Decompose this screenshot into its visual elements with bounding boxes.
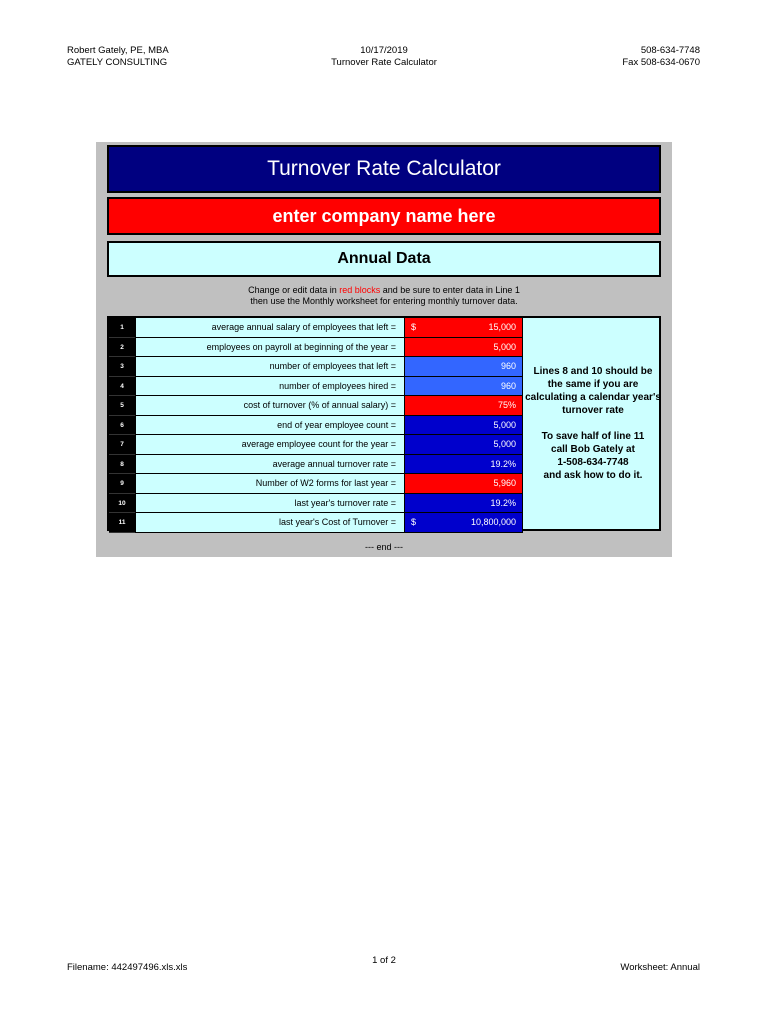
row-label: cost of turnover (% of annual salary) = xyxy=(135,396,405,416)
cell-value: 15,000 xyxy=(488,322,516,332)
computed-value-cell xyxy=(405,494,523,514)
company-name: GATELY CONSULTING xyxy=(67,57,168,68)
note-paragraph-1: Lines 8 and 10 should be the same if you are calculating a calendar year's turnover rate xyxy=(525,366,661,416)
cell-value: 19.2% xyxy=(490,497,516,508)
cell-value: 75% xyxy=(497,400,516,410)
cell-value: 960 xyxy=(500,361,516,371)
cell-value: 960 xyxy=(500,380,516,391)
computed-value-cell xyxy=(405,357,523,377)
row-label: number of employees hired = xyxy=(135,377,405,397)
row-label: last year's turnover rate = xyxy=(135,494,405,514)
header-center xyxy=(284,45,484,69)
note-phone: 1-508-634-7748 xyxy=(557,457,629,468)
line-number: 10 xyxy=(109,494,135,514)
input-value-cell[interactable] xyxy=(405,318,523,338)
line-number: 2 xyxy=(109,338,135,358)
row-label: end of year employee count = xyxy=(135,416,405,436)
section-title: Annual Data xyxy=(107,241,661,277)
cell-value: 10,800,000 xyxy=(470,517,516,527)
row-label: Number of W2 forms for last year = xyxy=(135,474,405,494)
currency-symbol: $ xyxy=(411,517,417,527)
line-number: 7 xyxy=(109,435,135,455)
cell-value: 19.2% xyxy=(490,458,516,469)
calculator-title: Turnover Rate Calculator xyxy=(107,145,661,193)
note-line: and ask how to do it. xyxy=(543,470,643,481)
header-date: 10/17/2019 xyxy=(360,45,408,56)
input-value-cell[interactable] xyxy=(405,396,523,416)
computed-value-cell xyxy=(405,513,523,533)
row-label: employees on payroll at beginning of the year = xyxy=(135,338,405,358)
header-doc-title: Turnover Rate Calculator xyxy=(331,57,437,68)
table-row xyxy=(109,494,523,514)
instructions-text: and be sure to enter data in Line 1 xyxy=(380,285,520,295)
footer-filename: Filename: 442497496.xls.xls xyxy=(67,962,188,973)
table-row xyxy=(109,318,523,338)
row-label: average annual salary of employees that left = xyxy=(135,318,405,338)
table-row xyxy=(109,338,523,358)
instructions xyxy=(96,285,672,307)
table-row xyxy=(109,455,523,475)
table-row xyxy=(109,474,523,494)
instructions-text: Change or edit data in xyxy=(248,285,340,295)
instructions-line1 xyxy=(96,285,672,296)
company-name-input[interactable]: enter company name here xyxy=(107,197,661,235)
input-value-cell[interactable] xyxy=(405,338,523,358)
cell-value: 5,960 xyxy=(493,478,516,488)
table-row xyxy=(109,513,523,533)
cell-value: 5,000 xyxy=(493,419,516,430)
row-label: average employee count for the year = xyxy=(135,435,405,455)
instructions-red-text: red blocks xyxy=(339,285,381,295)
data-table xyxy=(107,316,661,531)
footer-page-number: 1 of 2 xyxy=(372,955,396,966)
note-line: To save half of line 11 xyxy=(541,431,645,442)
author-name: Robert Gately, PE, MBA xyxy=(67,45,169,56)
table-row xyxy=(109,377,523,397)
table-row xyxy=(109,435,523,455)
note-paragraph-2 xyxy=(525,430,661,482)
header-right xyxy=(622,45,700,69)
note-line: call Bob Gately at xyxy=(551,444,635,455)
cell-value: 5,000 xyxy=(493,439,516,449)
line-number: 1 xyxy=(109,318,135,338)
line-number: 11 xyxy=(109,513,135,533)
line-number: 9 xyxy=(109,474,135,494)
header-fax: Fax 508-634-0670 xyxy=(622,57,700,68)
table-row xyxy=(109,396,523,416)
computed-value-cell xyxy=(405,416,523,436)
line-number: 3 xyxy=(109,357,135,377)
line-number: 6 xyxy=(109,416,135,436)
table-row xyxy=(109,416,523,436)
line-number: 8 xyxy=(109,455,135,475)
input-value-cell[interactable] xyxy=(405,474,523,494)
row-label: average annual turnover rate = xyxy=(135,455,405,475)
computed-value-cell xyxy=(405,455,523,475)
currency-symbol: $ xyxy=(411,322,417,332)
end-marker: --- end --- xyxy=(365,542,403,552)
line-number: 4 xyxy=(109,377,135,397)
row-label: number of employees that left = xyxy=(135,357,405,377)
instructions-line2: then use the Monthly worksheet for entering monthly turnover data. xyxy=(250,296,518,306)
computed-value-cell xyxy=(405,377,523,397)
footer-worksheet: Worksheet: Annual xyxy=(620,962,700,973)
row-label: last year's Cost of Turnover = xyxy=(135,513,405,533)
computed-value-cell xyxy=(405,435,523,455)
cell-value: 5,000 xyxy=(493,341,516,352)
header-left xyxy=(67,45,169,69)
header-phone: 508-634-7748 xyxy=(640,45,700,56)
table-row xyxy=(109,357,523,377)
note-box xyxy=(525,318,661,529)
line-number: 5 xyxy=(109,396,135,416)
calculator-panel xyxy=(96,142,672,557)
